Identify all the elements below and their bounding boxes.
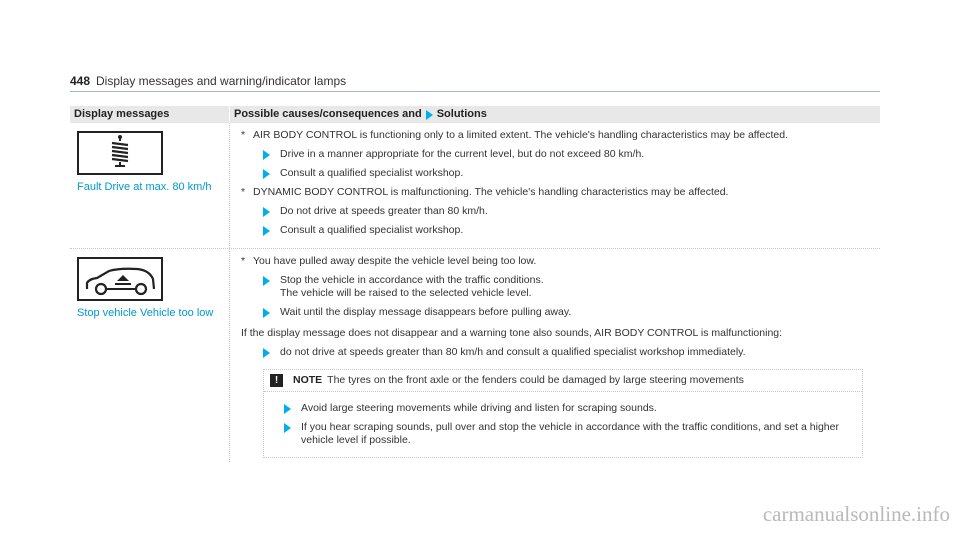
step-arrow-icon [263, 308, 270, 318]
note-title: NOTE [293, 374, 323, 386]
cause-cell [230, 249, 880, 462]
table-row [70, 249, 880, 462]
exclamation-icon: ! [270, 374, 283, 387]
solution-step [263, 205, 880, 218]
message-label: Stop vehicle Vehicle too low [77, 307, 214, 319]
page-title: Display messages and warning/indicator lamps [96, 74, 347, 88]
cause-item [241, 186, 880, 199]
note-header [264, 370, 862, 392]
step-text: Consult a qualified specialist workshop. [280, 224, 464, 236]
cause-text: You have pulled away despite the vehicle level being too low. [253, 255, 537, 267]
step-text: Drive in a manner appropriate for the current level, but do not exceed 80 km/h. [280, 148, 645, 160]
table-header [70, 106, 880, 123]
col-header-messages: Display messages [70, 106, 230, 123]
step-arrow-icon [263, 276, 270, 286]
malfunction-paragraph: If the display message does not disappear and a warning tone also sounds, AIR BODY CONTROL is malfunctioning: [241, 327, 783, 339]
step-text: do not drive at speeds greater than 80 km/h and consult a qualified specialist workshop immediately. [280, 346, 746, 358]
watermark: carmanualsonline.info [762, 502, 950, 526]
step-text-line: The vehicle will be raised to the selected vehicle level. [280, 287, 532, 299]
message-cell [70, 249, 230, 462]
col-header-causes-text: Possible causes/consequences and [234, 108, 422, 120]
step-text [280, 274, 544, 300]
step-text: Consult a qualified specialist workshop. [280, 167, 464, 179]
col-header-causes [230, 106, 880, 123]
solution-step [263, 167, 880, 180]
solution-arrow-icon [426, 110, 433, 120]
cause-text: DYNAMIC BODY CONTROL is malfunctioning. The vehicle's handling characteristics may be affected. [253, 186, 729, 198]
col-header-solutions-text: Solutions [436, 108, 487, 120]
step-arrow-icon [263, 207, 270, 217]
step-arrow-icon [263, 150, 270, 160]
messages-table [70, 106, 880, 462]
cause-text: AIR BODY CONTROL is functioning only to a limited extent. The vehicle's handling characteristics may be affected. [253, 129, 789, 141]
solution-step [263, 224, 880, 237]
table-row [70, 123, 880, 249]
message-cell [70, 123, 230, 248]
solution-step [263, 274, 880, 300]
bullet-star: * [241, 129, 246, 141]
step-arrow-icon [263, 226, 270, 236]
vehicle-level-icon [77, 257, 163, 301]
step-text: Avoid large steering movements while driving and listen for scraping sounds. [301, 402, 657, 414]
step-text: If you hear scraping sounds, pull over and stop the vehicle in accordance with the traffic conditions, and set a higher vehicle level if possible. [301, 421, 839, 446]
step-arrow-icon [263, 169, 270, 179]
cause-item [241, 129, 880, 142]
bullet-star: * [241, 255, 246, 267]
page-number: 448 [70, 74, 91, 88]
note-box [263, 369, 863, 458]
message-label: Fault Drive at max. 80 km/h [77, 181, 212, 193]
note-body [264, 392, 862, 457]
step-arrow-icon [284, 404, 291, 414]
page-header [70, 74, 880, 92]
cause-item [241, 255, 880, 268]
solution-step [284, 402, 856, 415]
solution-step [284, 421, 856, 447]
solution-step [263, 346, 880, 359]
step-text: Do not drive at speeds greater than 80 km/h. [280, 205, 488, 217]
step-arrow-icon [284, 423, 291, 433]
cause-cell [230, 123, 880, 248]
solution-step [263, 306, 880, 319]
step-text-line: Stop the vehicle in accordance with the traffic conditions. [280, 274, 544, 286]
note-text: The tyres on the front axle or the fenders could be damaged by large steering movements [327, 374, 744, 386]
suspension-coil-icon [77, 131, 163, 175]
solution-step [263, 148, 880, 161]
step-text: Wait until the display message disappears before pulling away. [280, 306, 572, 318]
step-arrow-icon [263, 348, 270, 358]
bullet-star: * [241, 186, 246, 198]
